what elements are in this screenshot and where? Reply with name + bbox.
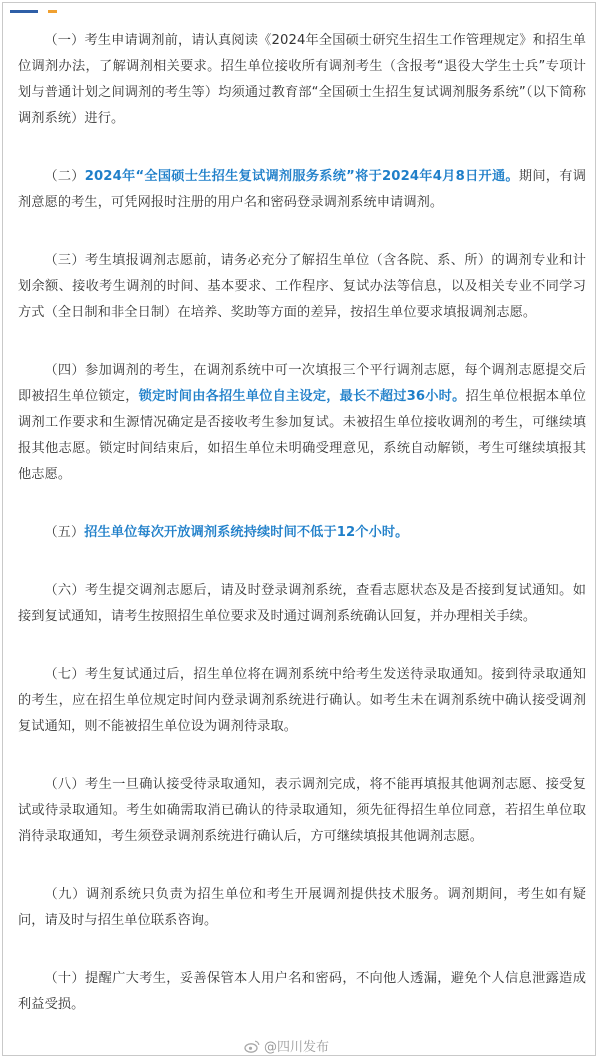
paragraph-text: 招生单位根据本单位调剂工作要求和生源情况确定是否接收考生参加复试。未被招生单位接收调剂的考生，可继续填报其他志愿。锁定时间结束后，如招生单位未明确受理意见，系统自动解锁，考生可继续填报其他志愿。 xyxy=(18,389,586,482)
watermark xyxy=(244,1036,329,1055)
paragraph-2 xyxy=(18,164,586,216)
paragraph-text: （二） xyxy=(44,169,85,184)
paragraph-text: （四）参加调剂的考生，在调剂系统中可一次填报三个平行调剂志愿，每个调剂志愿提交后即被招生单位锁定， xyxy=(18,363,586,404)
paragraph-6 xyxy=(18,578,586,630)
highlighted-text: 2024年“全国硕士生招生复试调剂服务系统”将于2024年4月8日开通。 xyxy=(84,169,519,184)
paragraph-9 xyxy=(18,882,586,934)
paragraph-5 xyxy=(18,520,586,546)
paragraph-7 xyxy=(18,662,586,740)
highlighted-text: 锁定时间由各招生单位自主设定，最长不超过36小时。 xyxy=(138,389,466,404)
weibo-icon xyxy=(244,1039,260,1053)
decor-bar-blue xyxy=(10,10,38,13)
paragraph-4 xyxy=(18,358,586,488)
paragraph-text: （一）考生申请调剂前，请认真阅读《2024年全国硕士研究生招生工作管理规定》和招生单位调剂办法，了解调剂相关要求。招生单位接收所有调剂考生（含报考“退役大学生士兵”专项计划与普通计划之间调剂的考生等）均须通过教育部“全国硕士生招生复试调剂服务系统”（以下简称调剂系统）进行。 xyxy=(18,33,586,126)
highlighted-text: 招生单位每次开放调剂系统持续时间不低于12个小时。 xyxy=(84,525,409,540)
paragraph-text: 期间，有调剂意愿的考生，可凭网报时注册的用户名和密码登录调剂系统申请调剂。 xyxy=(18,169,586,210)
paragraph-text: （三）考生填报调剂志愿前，请务必充分了解招生单位（含各院、系、所）的调剂专业和计划余额、接收考生调剂的时间、基本要求、工作程序、复试办法等信息，以及相关专业不同学习方式（全日制和非全日制）在培养、奖助等方面的差异，按招生单位要求填报调剂志愿。 xyxy=(18,253,586,320)
paragraph-text: （八）考生一旦确认接受待录取通知，表示调剂完成，将不能再填报其他调剂志愿、接受复试或待录取通知。考生如确需取消已确认的待录取通知，须先征得招生单位同意，若招生单位取消待录取通知，考生须登录调剂系统进行确认后，方可继续填报其他调剂志愿。 xyxy=(18,777,586,844)
decor-bar-orange xyxy=(48,10,57,13)
paragraph-text: （五） xyxy=(44,525,85,540)
paragraph-text: （六）考生提交调剂志愿后，请及时登录调剂系统，查看志愿状态及是否接到复试通知。如接到复试通知，请考生按照招生单位要求及时通过调剂系统确认回复，并办理相关手续。 xyxy=(18,583,586,624)
watermark-text: @四川发布 xyxy=(264,1040,330,1055)
article-body xyxy=(18,28,586,1050)
paragraph-text: （九）调剂系统只负责为招生单位和考生开展调剂提供技术服务。调剂期间，考生如有疑问，请及时与招生单位联系咨询。 xyxy=(18,887,586,928)
paragraph-text: （七）考生复试通过后，招生单位将在调剂系统中给考生发送待录取通知。接到待录取通知的考生，应在招生单位规定时间内登录调剂系统进行确认。如考生未在调剂系统中确认接受调剂复试通知，则不能被招生单位设为调剂待录取。 xyxy=(18,667,586,734)
paragraph-1 xyxy=(18,28,586,132)
paragraph-text: （十）提醒广大考生，妥善保管本人用户名和密码，不向他人透漏，避免个人信息泄露造成利益受损。 xyxy=(18,971,586,1012)
paragraph-8 xyxy=(18,772,586,850)
paragraph-10 xyxy=(18,966,586,1018)
paragraph-3 xyxy=(18,248,586,326)
